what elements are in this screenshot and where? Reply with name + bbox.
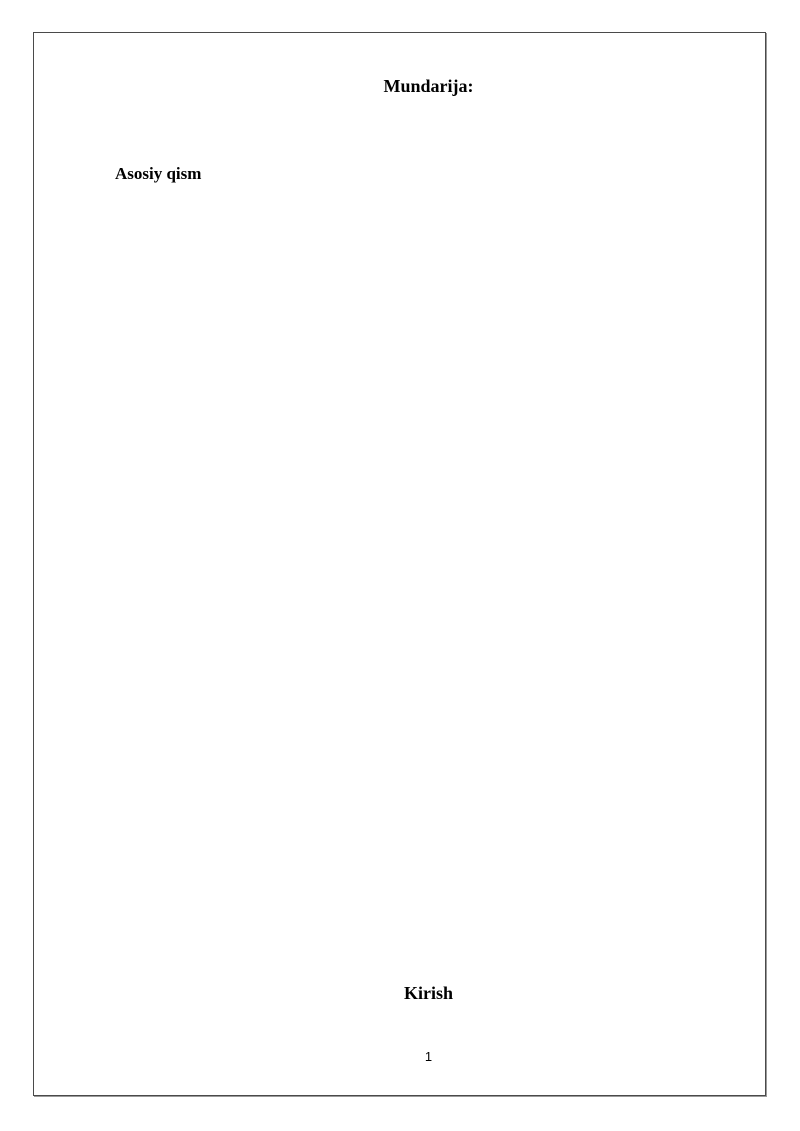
document-title: Mundarija: xyxy=(383,76,474,96)
section-heading: Asosiy qism xyxy=(115,164,202,183)
page-number: 1 xyxy=(424,1049,433,1064)
page-border xyxy=(33,32,766,1096)
next-section-heading: Kirish xyxy=(403,983,453,1003)
